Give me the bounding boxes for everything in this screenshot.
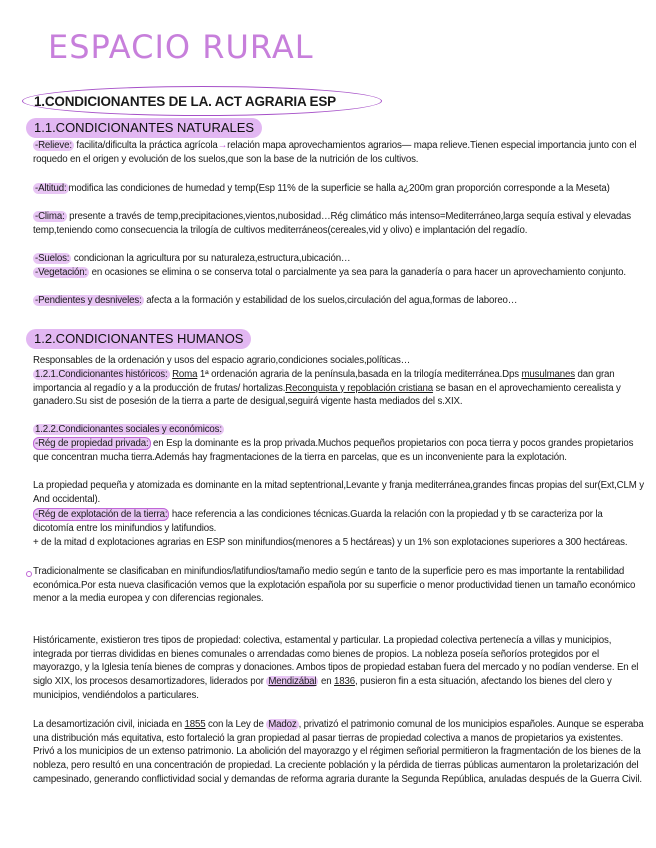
term-madoz: Madoz <box>268 719 297 730</box>
paragraph-propiedad: -Rég de propiedad privada: en Esp la dominante es la prop privada.Muchos pequeños propietarios con poca tierra y pocos grandes propietarios que concentran mucha tierra.Además hay fragmentaciones de la tierra en parcelas, que es un inconveniente para la explotación. <box>33 438 634 463</box>
arrow-icon: → <box>217 140 228 151</box>
subsection-heading-natural: 1.1.CONDICIONANTES NATURALES <box>26 118 262 138</box>
label-vegetacion: -Vegetación: <box>35 267 88 278</box>
paragraph-desamortizacion: La desamortización civil, iniciada en 1855 con la Ley de Madoz , privatizó el patrimonio comunal de los municipios españoles. Aunque se esperaba una distribución más equitativa, esto fortaleció la gran propiedad al pasar tierras de propiedad colectiva a manos de propietarios ya existentes. Privó a los municipios de un extenso patrimonio. La abolición del mayorazgo y el régimen señorial permitieron la fragmentación de los bienes de la nobleza, pero resultó en una concentración de propiedad. La creciente población y la pérdida de tierras públicas aumentaron la proletarización del campesinado, generando conflictividad social y demandas de reforma agraria durante la Segunda República, anuladas después de la Guerra Civil. <box>33 719 644 785</box>
paragraph-intro: Responsables de la ordenación y usos del espacio agrario,condiciones sociales,políticas… <box>33 355 411 366</box>
paragraph-sociales-heading <box>33 423 645 437</box>
paragraph-explotacion: -Rég de explotación de la tierra: hace referencia a las condiciones técnicas.Guarda la relación con la propiedad y tb se caracteriza por la dicotomía entre los minifundios y latifundios. <box>33 509 603 534</box>
label-clima: -Clima: <box>35 211 65 222</box>
paragraph-clima: -Clima: presente a través de temp,precipitaciones,vientos,nubosidad…Rég climático más intenso=Mediterráneo,larga sequía estival y elevadas temp,teniendo como consecuencia la trilogía de cultivos mediterráneos(cereales,vid y olivo) e implantación del regadío. <box>33 211 631 236</box>
label-altitud: -Altitud: <box>35 183 67 194</box>
section-heading: 1.CONDICIONANTES DE LA. ACT AGRARIA ESP <box>34 94 336 109</box>
paragraph-historicos: 1.2.1.Condicionantes históricos: Roma 1ª ordenación agraria de la península,basada en la trilogía mediterránea.Dps musulmanes dan gran importancia al regadío y a la producción de frutas/ hortalizas.Reconquista y repoblación cristiana se basan en el aprovechamiento cerealista y ganadero.Su sist de posesión de la tierra a parte de desigual,seguirá vigente hasta mediados del s.XIX. <box>33 369 621 408</box>
bullet-dot-icon <box>26 571 32 577</box>
paragraph-pendientes: -Pendientes y desniveles: afecta a la formación y estabilidad de los suelos,circulación del agua,formas de laboreo… <box>35 295 518 306</box>
page-title: ESPACIO RURAL <box>48 28 314 66</box>
paragraph-suelos: -Suelos: condicionan la agricultura por su naturaleza,estructura,ubicación… <box>35 253 351 264</box>
label-relieve: -Relieve: <box>35 140 72 151</box>
paragraph-propiedad-2: La propiedad pequeña y atomizada es dominante en la mitad septentrional,Levante y franja mediterránea,grandes fincas propias del sur(Ext,CLM y And occidental). <box>33 480 644 505</box>
term-reconquista: Reconquista y repoblación cristiana <box>285 382 433 394</box>
paragraph-relieve: -Relieve: facilita/dificulta la práctica agrícola→relación mapa aprovechamientos agrarios— mapa relieve.Tienen especial importancia junto con el roquedo en el origen y evolución de los suelos,que son la base de la nutrición de los cultivos. <box>33 140 637 165</box>
label-sociales: 1.2.2.Condicionantes sociales y económicos: <box>35 424 222 435</box>
subsection-heading-human: 1.2.CONDICIONANTES HUMANOS <box>26 329 251 349</box>
term-musulmanes: musulmanes <box>521 369 575 380</box>
term-roma: Roma <box>172 369 198 380</box>
term-1855: 1855 <box>184 719 206 730</box>
label-propiedad: -Rég de propiedad privada: <box>35 438 149 449</box>
term-1836: 1836 <box>333 676 355 688</box>
term-mendizabal: Mendizábal <box>268 676 317 688</box>
paragraph-explotacion-2: + de la mitad d explotaciones agrarias en ESP son minifundios(menores a 5 hectáreas) y un 1% son explotaciones superiores a 300 hectáreas. <box>33 537 628 548</box>
label-suelos: -Suelos: <box>35 253 70 264</box>
paragraph-tradicional: Tradicionalmente se clasificaban en minifundios/latifundios/tamaño medio según e tanto de la superficie pero es mas importante la rentabilidad económica.Por esta nueva clasificación vemos que la explotación española por su superficie o menor productividad tienen un tamaño económico menor a la media europea y con diferencias regionales. <box>33 566 636 605</box>
paragraph-historia-propiedad: Históricamente, existieron tres tipos de propiedad: colectiva, estamental y particular. La propiedad colectiva pertenecía a villas y municipios, integrada por tierras divididas en bienes comunales o arrendadas como bienes de propios. La nobleza poseía señoríos protegidos por el mayorazgo, y la Iglesia tenía bienes de compras y donaciones. Ambos tipos de propiedad estaban fuera del mercado y no podían venderse. En el siglo XIX, los procesos desamortizadores, liderados por Mendizábal en 1836, pusieron fin a esta situación, afectando los bienes del clero y municipios, vendiéndolos a particulares. <box>33 635 639 701</box>
label-historicos: 1.2.1.Condicionantes históricos: <box>35 369 168 380</box>
label-explotacion: -Rég de explotación de la tierra: <box>35 509 168 520</box>
paragraph-vegetacion: -Vegetación: en ocasiones se elimina o se conserva total o parcialmente ya sea para la ganadería o para hacer un aprovechamiento conjunto. <box>35 267 626 278</box>
label-pendientes: -Pendientes y desniveles: <box>35 295 142 306</box>
paragraph-altitud: -Altitud: modifica las condiciones de humedad y temp(Esp 11% de la superficie se halla a¿200m gran proporción corresponde a la Meseta) <box>35 183 610 194</box>
